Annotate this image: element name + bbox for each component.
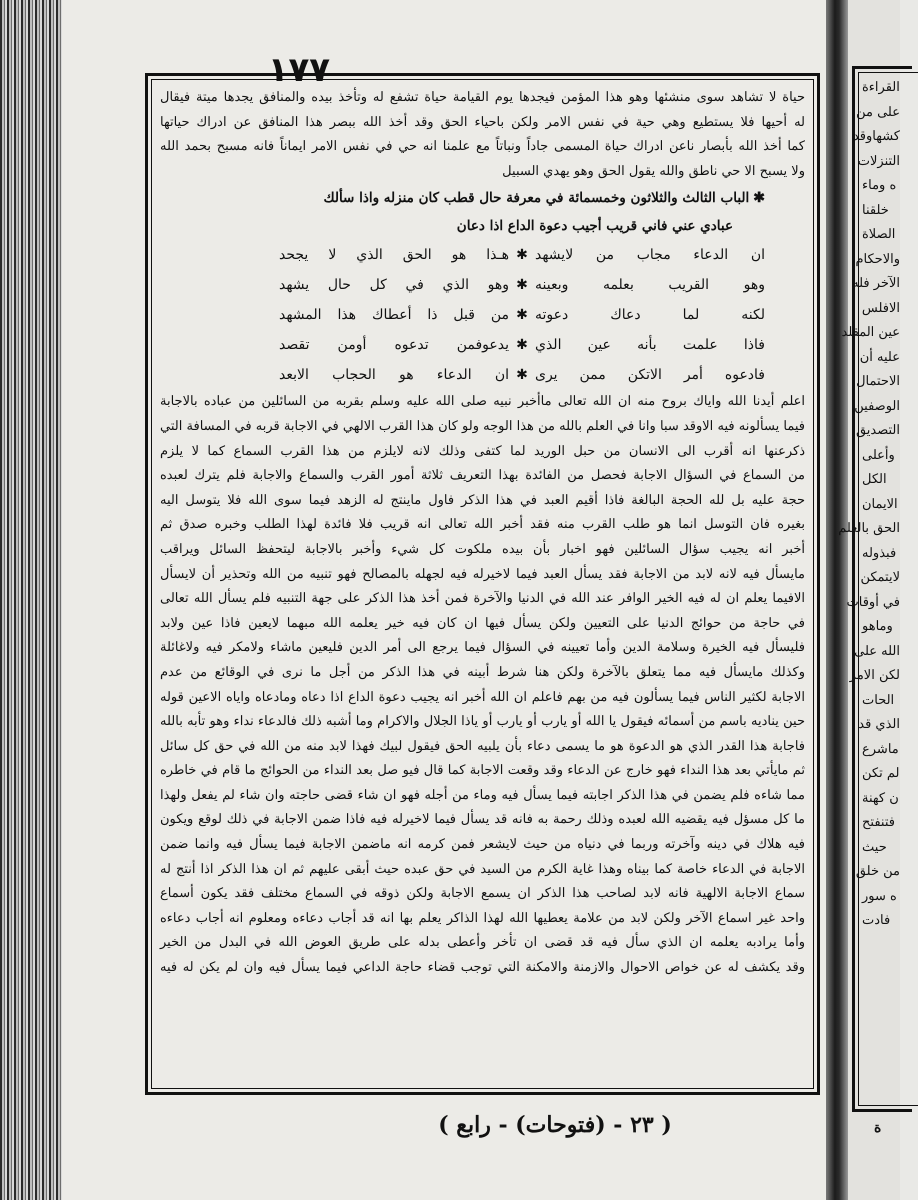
right-text-fragment: وأعلى bbox=[862, 447, 895, 463]
text-line: وكذلك مايسأل فيه مما يتعلق بالآخرة ولكن هنا شرط أبينه في هذا الذكر من أجل ما نرى في الوقائع من عدم bbox=[160, 664, 805, 680]
text-line: ثم مايأتي بعد هذا النداء فهو خارج عن الدعاء وقد وقعت الاجابة كما قال فيو صل بعد النداء من الحوائج ما قام في خاطره bbox=[160, 763, 805, 779]
chapter-heading: ✱الباب الثالث والثلاثون وخمسمائة في معرفة حال قطب كان منزله واذا سألك bbox=[323, 190, 765, 207]
main-text-block bbox=[160, 86, 805, 1084]
verse-second-hemistich: ان الدعاء هو الحجاب الابعد bbox=[279, 367, 509, 384]
text-line: الاجابة لكثير الناس فيما يسألون فيه من بهم فاعلم ان الله أخبر انه يجيب دعوة الداع اذا دعاه ومادعاه واياه الاعين قوله bbox=[160, 689, 805, 705]
poem-block bbox=[160, 240, 805, 390]
right-text-fragment: فادت bbox=[862, 913, 891, 928]
right-text-fragment: الاحتمال bbox=[856, 374, 900, 389]
text-line: واحد غير اسماع الآخر ولكن لابد من علامة يعطيها الله لهذا الذاكر يعلم بها انه قد أجاب دعاءه ومعلوم انه أجاب دعاءه bbox=[160, 910, 805, 926]
right-text-fragment: فبذوله bbox=[862, 545, 897, 561]
verse-separator-icon: ✱ bbox=[516, 277, 528, 294]
text-line: في حاجة من حوائج الدنيا على التعيين ولكن يسأل فيها ان كان فيه خير يعلمه الله مبهما لايعين فاذا عين ولابد bbox=[160, 615, 805, 631]
verse-second-hemistich: من قبل ذا أعطاك هذا المشهد bbox=[279, 307, 509, 324]
poem-verse bbox=[160, 330, 805, 360]
right-text-fragment: الافلس bbox=[861, 300, 900, 316]
text-line: من السماع في السؤال الاجابة فحصل من الفائدة بهذا التعريف ثلاثة أمور القرب والسماع والاجابة فلم يترك لعبده bbox=[160, 468, 805, 484]
right-text-fragment: الكل bbox=[862, 472, 887, 487]
text-line: ولا يسبح الا حي ناطق والله يقول الحق وهو يهدي السبيل bbox=[502, 163, 805, 179]
text-line: ما كل مسؤل فيه يقضيه الله لعبده وذلك رحمة به فانه قد يسأل فيما لاخيرله فيه فاذا ضمن الاجابة في ذلك لوقع ويكون bbox=[160, 812, 805, 828]
book-spine-edge bbox=[0, 0, 62, 1200]
right-text-fragment: لايتمكن bbox=[860, 570, 900, 585]
right-text-fragment: عين المقلد bbox=[841, 325, 900, 340]
text-line: الافيما يعلم ان له فيه الخير الوافر عند الله في الدنيا والآخرة فمن أخذ هذا الذكر على جهة التنبيه فلم يسأل الله تعالى bbox=[160, 591, 805, 607]
text-line: ذكرعنها انه أقرب الى الانسان من حبل الوريد لما كتفى وذلك لانه لايلزم من هذا القرب السماع كما لا يلزم bbox=[160, 443, 805, 459]
verse-second-hemistich: يدعوفمن تدعوه أومن تقصد bbox=[279, 337, 509, 354]
page-footer-signature: ( ٢٣ - (فتوحات) - رابع ) bbox=[438, 1112, 672, 1138]
text-line: الاجابة في الدعاء خاصة كما بيناه وهذا غاية الكرم من السيد في حق عبده حيث أبقى عليهم ثم ان هذا الذكر اذا أنتج له bbox=[160, 861, 805, 877]
right-text-fragment: لكن الامر bbox=[849, 668, 900, 683]
right-text-fragment: في أوقات bbox=[846, 594, 900, 610]
right-text-fragment: الحق بالعلم bbox=[838, 521, 900, 536]
text-line: فيه هلاك في دينه وآخرته وربما في دنياه من حيث لايشعر فمن كرمه انه ماضمن الاجابة فيما يسأل فيه وانما ضمن bbox=[160, 837, 805, 853]
verse-separator-icon: ✱ bbox=[516, 247, 528, 264]
verse-second-hemistich: هـذا هو الحق الذي لا يجحد bbox=[279, 247, 509, 264]
star-ornament-icon: ✱ bbox=[753, 190, 765, 207]
right-text-fragment: وماهو bbox=[862, 619, 893, 634]
right-text-fragment: ه وماء bbox=[862, 178, 897, 193]
text-line: مايسأل فيه لانه لابد من الاجابة فقد يسأل العبد فيما لاخيرله فيه لجهله بالمصالح فهو تنبيه من الله وتحذير أن لايسأل bbox=[160, 566, 805, 582]
verse-separator-icon: ✱ bbox=[516, 307, 528, 324]
right-text-fragment: كشهاوقد bbox=[852, 129, 900, 144]
poem-verse bbox=[160, 300, 805, 330]
book-gutter bbox=[826, 0, 848, 1200]
right-page-text bbox=[838, 76, 900, 934]
verse-first-hemistich: ان الدعاء مجاب من لايشهد bbox=[535, 247, 765, 264]
right-text-fragment: فتنفتح bbox=[862, 815, 895, 830]
right-text-fragment: ماشرع bbox=[862, 741, 899, 757]
right-text-fragment: الصلاة bbox=[862, 227, 896, 242]
verse-first-hemistich: وهو القريب بعلمه وبعينه bbox=[535, 277, 765, 294]
text-line: سماع الاجابة الالهية فانه لابد لصاحب هذا الذكر ان يسمع الاجابة ولكن ذوقه في السماع مختلف فقد يكون أسماع bbox=[160, 886, 805, 902]
text-line: وأما يرادبه يعلمه ان الذي سأل فيه قد قضى ان تأخر وأعطى بدله على طريق العوض الله في البدل من الخير bbox=[160, 935, 805, 951]
text-line: له أحيها فلا يستطيع وهي حية في نفس الامر ولكن باحياء الحق وقد أخذ الله ببصر هذا المنافق عن ادراك حياتها bbox=[160, 114, 805, 130]
text-line: فاجابة هذا القدر الذي هو الدعوة هو ما يسمى دعاء بأن يلبيه الحق فيقول لبيك فهذا لابد منه من الله في حق كل سائل bbox=[160, 738, 805, 754]
text-line: وقد يكشف له عن خواص الاحوال والازمنة والامكنة التي توجب قضاء حاجة الداعي فيما يسأل فيه وان لم يكن له فيه bbox=[160, 960, 805, 976]
text-line: بغيره فان التوسل انما هو طلب القرب منه فقد أخبر الله تعالى انه قريب فلا فائدة لهذا الطلب وخبره صدق ثم bbox=[160, 517, 806, 533]
right-text-fragment: الوصفين bbox=[854, 398, 900, 414]
right-text-fragment: القراءة bbox=[862, 80, 900, 95]
right-text-fragment: ن كهنة bbox=[862, 790, 899, 806]
page-number: ١٧٧ bbox=[267, 50, 330, 90]
right-text-fragment: الله على bbox=[854, 643, 900, 659]
text-line: حين يناديه باسم من أسمائه فيقول يا الله أو يارب أو يارب أو ياذا الجلال والاكرام وما أشبه ذلك فالدعاء نداء وهو تأبه بالله bbox=[160, 714, 805, 730]
text-line: حجة عليه بل لله الحجة البالغة فاذا أقيم العبد في هذا الذكر فاول ماينتج له الزهد فيما سوى الله فلا يتوسل اليه bbox=[160, 492, 805, 508]
right-text-fragment: الحات bbox=[862, 692, 895, 708]
right-text-fragment: حيث bbox=[862, 839, 887, 855]
text-line: كما أخذ الله بأبصار ناعن ادراك حياة المسمى جاداً ونباتاً مع علمنا انه حي في نفس الامر ايماناً فانه مسبح بحمد الله bbox=[160, 139, 805, 155]
verse-first-hemistich: لكنه لما دعاك دعوته bbox=[535, 307, 765, 324]
poem-verse bbox=[160, 240, 805, 270]
text-line: فيما يسألونه فيه الاوقد سبا وانا في العلم بالله من هذا الوجه ولو كان هذا القرب الالهي في الاجابة قربه في المسافة التي bbox=[160, 418, 805, 434]
chapter-heading-continued: عبادي عني فاني قريب أجيب دعوة الداع اذا دعان bbox=[456, 218, 733, 235]
right-text-fragment: خلقنا bbox=[862, 202, 889, 218]
verse-first-hemistich: فادعوه أمر الاتكن ممن يرى bbox=[535, 367, 765, 384]
text-line: اعلم أيدنا الله واياك بروح منه ان الله تعالى ماأخبر نبيه صلى الله عليه وسلم بقربه من السائلين من عباده بالاجابة bbox=[160, 394, 805, 410]
right-text-fragment: الآخر فله bbox=[852, 276, 900, 291]
verse-separator-icon: ✱ bbox=[516, 337, 528, 354]
right-text-fragment: لم تكن bbox=[862, 766, 900, 781]
verse-second-hemistich: وهو الذي في كل حال يشهد bbox=[279, 277, 509, 294]
poem-verse bbox=[160, 270, 805, 300]
right-page-footer: ة bbox=[874, 1120, 882, 1136]
right-text-fragment: التصديق bbox=[855, 423, 900, 438]
right-text-fragment: والاحكام bbox=[855, 251, 900, 267]
paragraph-2 bbox=[160, 390, 805, 980]
text-line: فليسأل فيه الخيرة وسلامة الدين وأما تعيينه في السؤال فيما يرجع الى أمر الدين فليعين ماشاء ولامكر فيه ولاغائلة bbox=[160, 640, 805, 656]
right-text-fragment: الايمان bbox=[862, 496, 898, 512]
right-text-fragment: عليه أن bbox=[859, 349, 900, 365]
verse-first-hemistich: فاذا علمت بأنه عين الذي bbox=[535, 337, 765, 354]
right-text-fragment: ه سور bbox=[862, 888, 897, 904]
right-text-fragment: من خلق bbox=[855, 864, 900, 879]
text-line: أخبر انه يجيب سؤال السائلين فهو اخبار بأن بيده ملكوت كل شيء وأخبر بالاجابة ليتحفظ السائل ويراقب bbox=[160, 541, 805, 557]
right-text-fragment: الذي قد bbox=[858, 717, 900, 732]
paragraph-1 bbox=[160, 86, 805, 184]
poem-verse bbox=[160, 360, 805, 390]
text-line: مما شاءه فلم يضمن في هذا الذكر اجابته فيما يسأل فيه وماء من أجله فهو ان شاء قضى حاجته وان شاء لم يفعل ولهذا bbox=[160, 787, 805, 803]
text-line: حياة لا تشاهد سوى منشئها وهو هذا المؤمن فيجدها يوم القيامة حياة تشفع له وتأخذ بيده والمنافق يجدها ميتة فيقال bbox=[160, 90, 805, 105]
right-page-edge bbox=[838, 0, 900, 1200]
right-text-fragment: على من bbox=[856, 104, 900, 120]
verse-separator-icon: ✱ bbox=[516, 367, 528, 384]
right-text-fragment: التنزلات bbox=[857, 153, 900, 169]
